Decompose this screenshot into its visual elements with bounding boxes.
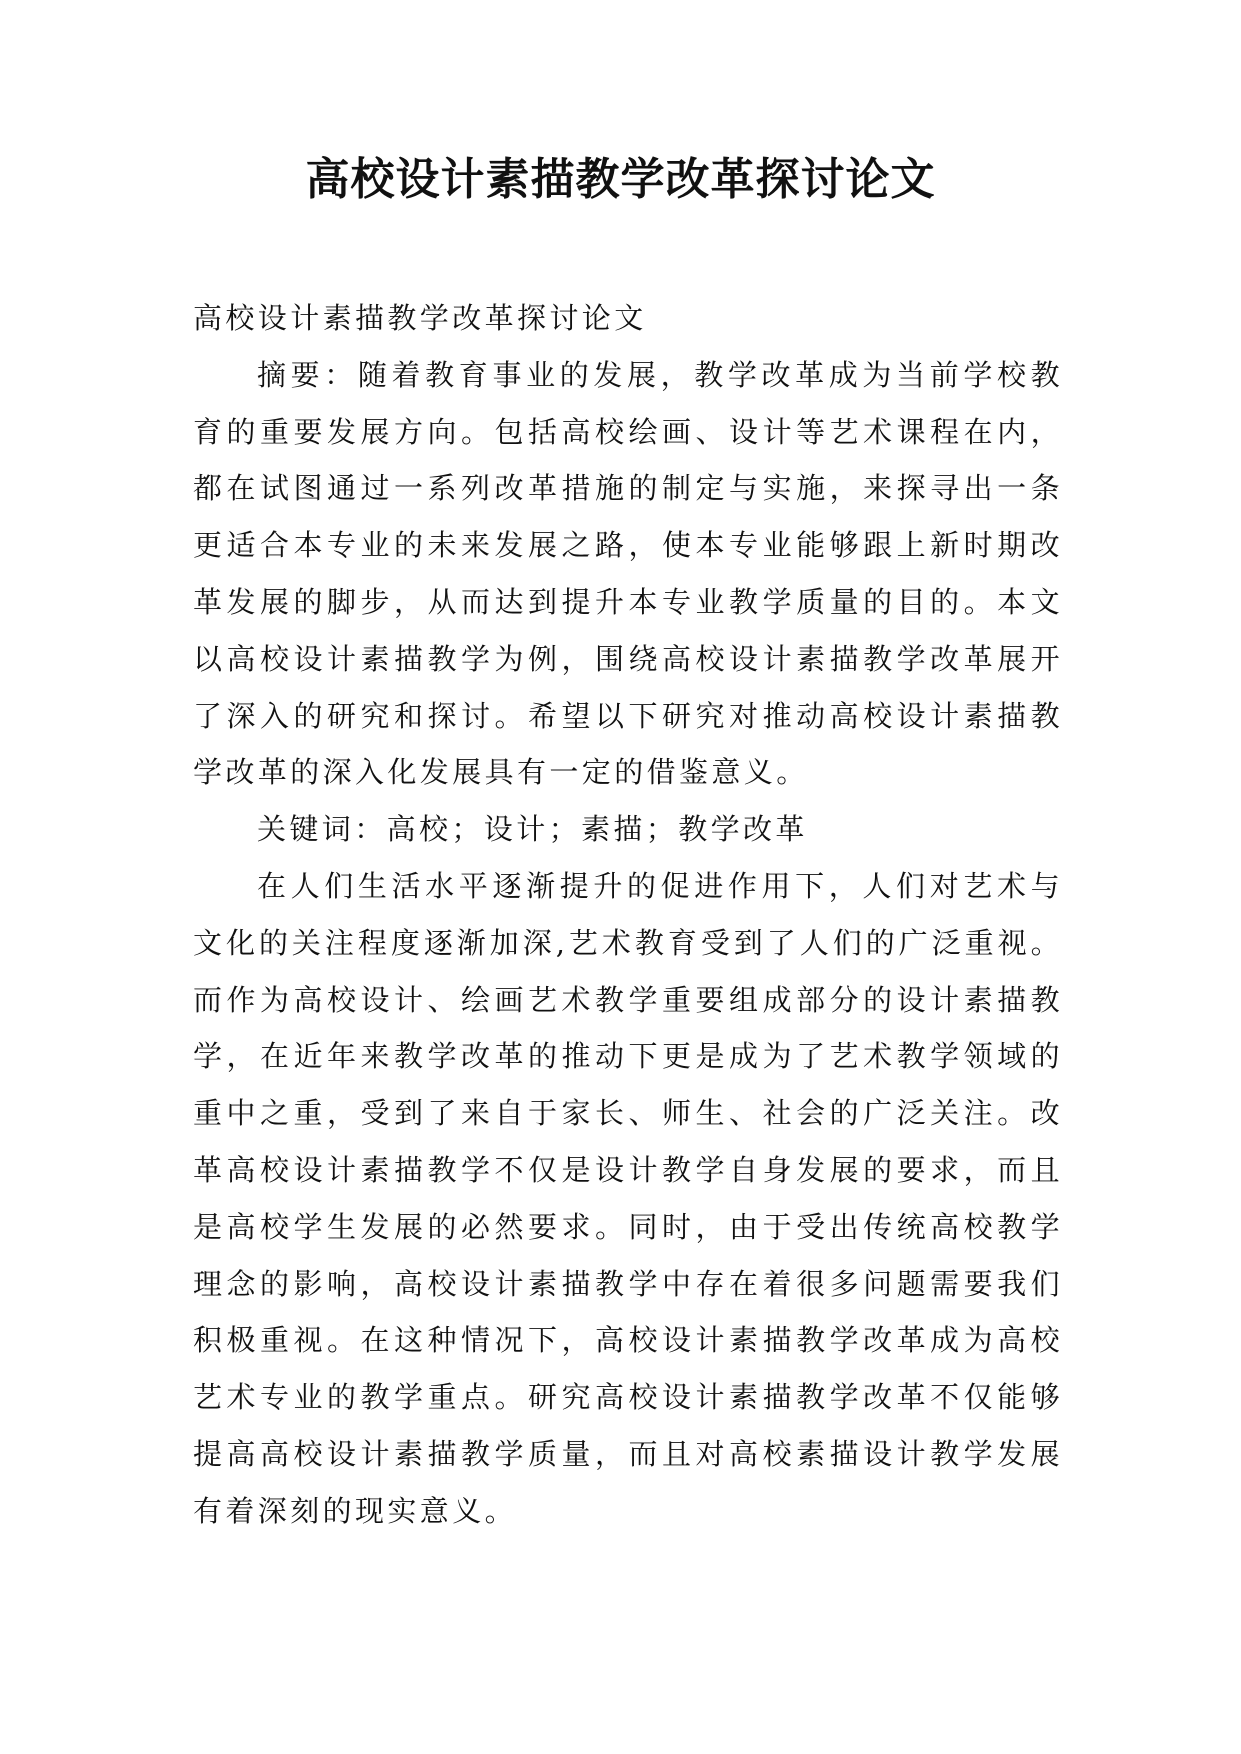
abstract-paragraph: 摘要：随着教育事业的发展，教学改革成为当前学校教育的重要发展方向。包括高校绘画、设计等艺术课程在内，都在试图通过一系列改革措施的制定与实施，来探寻出一条更适合本专业的未来发展之路，使本专业能够跟上新时期改革发展的脚步，从而达到提升本专业教学质量的目的。本文以高校设计素描教学为例，围绕高校设计素描教学改革展开了深入的研究和探讨。希望以下研究对推动高校设计素描教学改革的深入化发展具有一定的借鉴意义。 (193, 357, 1063, 790)
document-title: 高校设计素描教学改革探讨论文 (305, 154, 936, 205)
keywords-paragraph: 关键词：高校；设计；素描；教学改革 (257, 812, 808, 847)
document-body (193, 290, 1063, 1540)
body-paragraph: 在人们生活水平逐渐提升的促进作用下，人们对艺术与文化的关注程度逐渐加深,艺术教育受到了人们的广泛重视。而作为高校设计、绘画艺术教学重要组成部分的设计素描教学，在近年来教学改革的推动下更是成为了艺术教学领域的重中之重，受到了来自于家长、师生、社会的广泛关注。改革高校设计素描教学不仅是设计教学自身发展的要求，而且是高校学生发展的必然要求。同时，由于受出传统高校教学理念的影响，高校设计素描教学中存在着很多问题需要我们积极重视。在这种情况下，高校设计素描教学改革成为高校艺术专业的教学重点。研究高校设计素描教学改革不仅能够提高高校设计素描教学质量，而且对高校素描设计教学发展有着深刻的现实意义。 (193, 868, 1063, 1528)
subtitle-line: 高校设计素描教学改革探讨论文 (193, 301, 647, 335)
